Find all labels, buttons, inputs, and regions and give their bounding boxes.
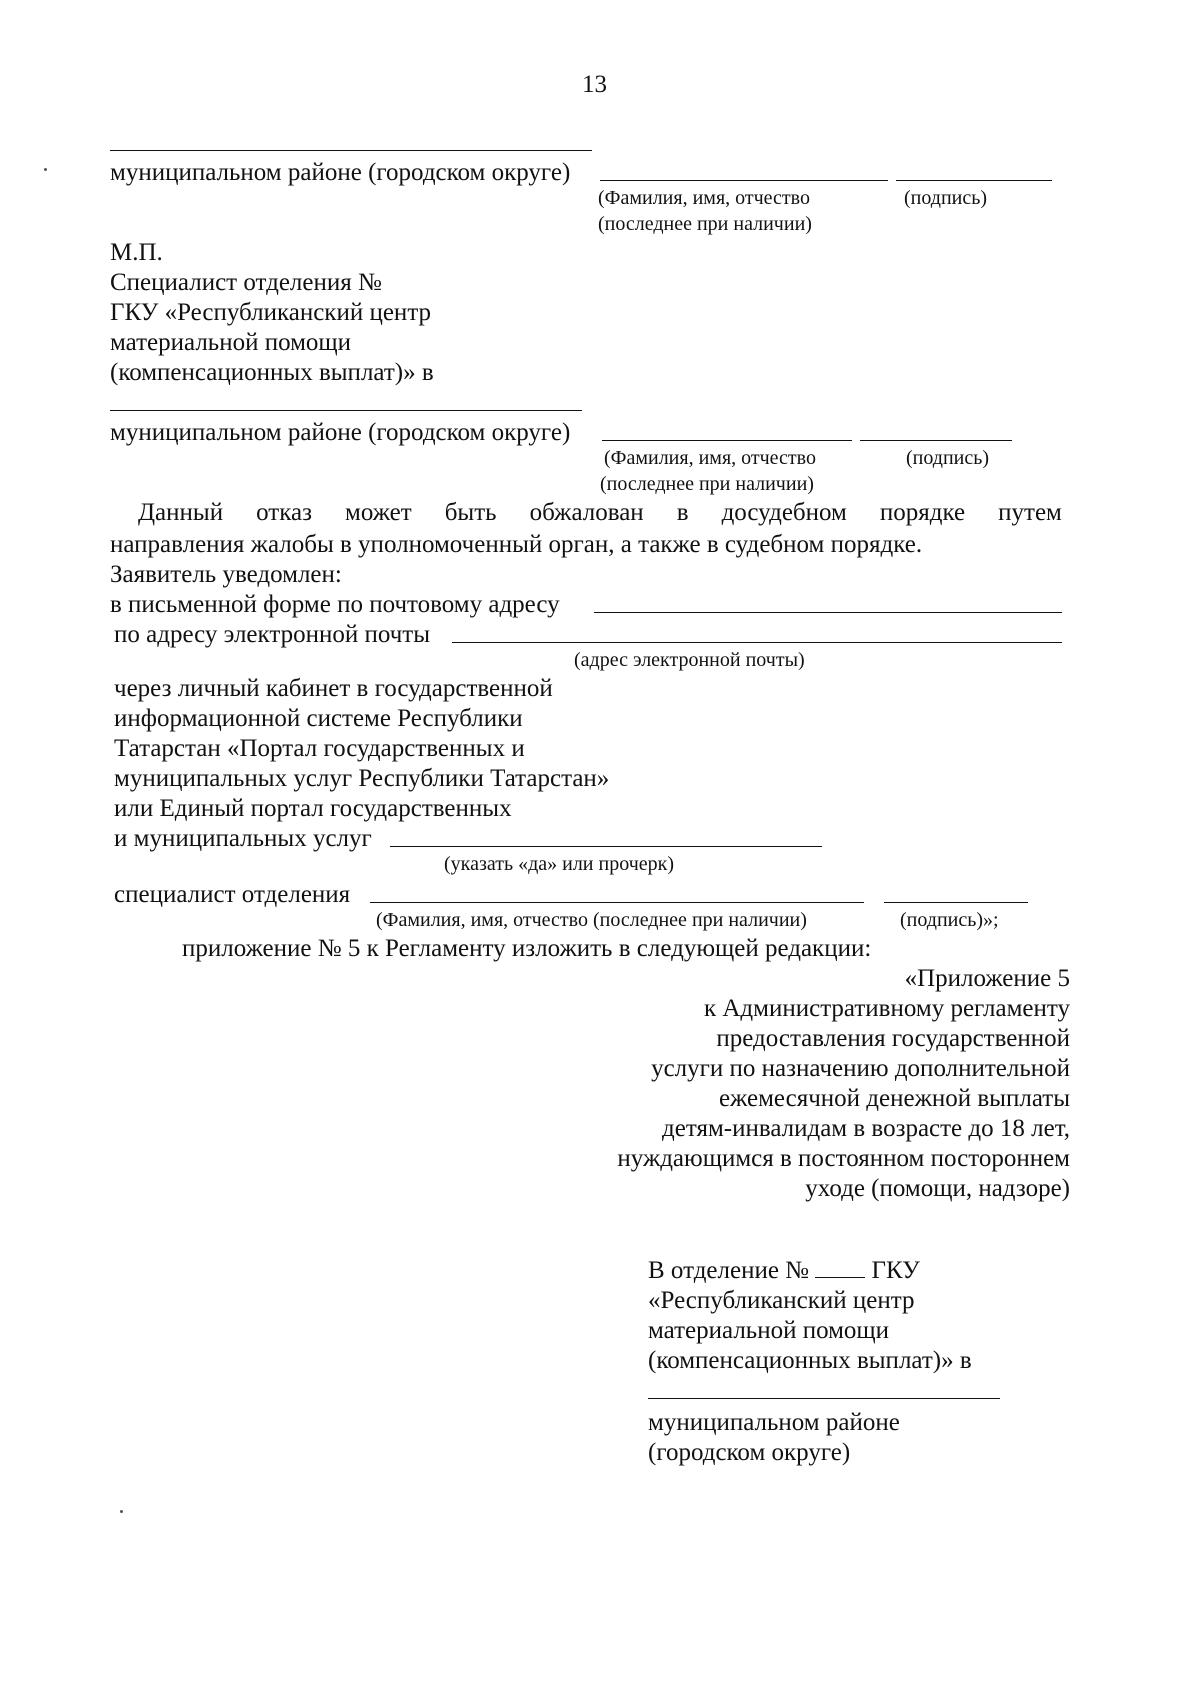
appeal-word: обжалован [529,499,644,526]
email-caption: (адрес электронной почты) [574,649,805,671]
specialist-line-1: Специалист отделения № [110,269,382,296]
portal-line-4: муниципальных услуг Республики Татарстан» [114,765,610,792]
specialist-signature-caption: (подпись)»; [900,909,999,931]
annex-header-line-5: ежемесячной денежной выплаты [718,1085,1070,1112]
email-label: по адресу электронной почты [114,621,430,648]
dept-number-blank [815,1259,865,1278]
annex-header-line-3: предоставления государственной [716,1025,1070,1052]
district-label: муниципальном районе (городском округе) [110,159,571,186]
portal-line-2: информационной системе Республики [114,705,523,732]
district-blank-line [110,410,582,411]
annex-header-line-4: услуги по назначению дополнительной [651,1055,1070,1082]
fio-caption-2: (последнее при наличии) [600,473,814,495]
appeal-word: Данный [138,499,224,526]
annex-header-line-8: уходе (помощи, надзоре) [805,1175,1070,1202]
appeal-word: отказ [256,499,312,526]
appeal-word: быть [444,499,497,526]
email-blank-line [452,642,1062,643]
portal-caption: (указать «да» или прочерк) [444,853,675,875]
annex-header-line-6: детям-инвалидам в возрасте до 18 лет, [662,1115,1070,1142]
addressee-line-3: материальной помощи [648,1317,890,1344]
notified-title: Заявитель уведомлен: [110,561,342,588]
postal-label: в письменной форме по почтовому адресу [110,591,560,618]
signature-caption: (подпись) [904,187,988,209]
postal-blank-line [594,612,1062,613]
scan-speck [44,168,47,171]
district-label: муниципальном районе (городском округе) [110,419,571,446]
specialist-line-3: материальной помощи [110,329,352,356]
specialist-fio-blank-line [370,902,864,903]
specialist-dept-label: специалист отделения [114,881,351,908]
annex-header-line-7: нуждающимся в постоянном постороннем [617,1145,1070,1172]
addressee-line-1 [648,1256,920,1286]
appeal-line-2: направления жалобы в уполномоченный орган, а также в судебном порядке. [110,531,923,558]
appeal-word: в [676,499,689,526]
specialist-signature-blank-line [884,902,1028,903]
addressee-line-2: «Республиканский центр [648,1287,915,1314]
portal-line-1: через личный кабинет в государственной [114,675,553,702]
scan-speck [120,1510,123,1513]
annex-header-line-2: к Административному регламенту [703,995,1070,1022]
addressee-org-label: ГКУ [871,1257,920,1284]
signature-caption: (подпись) [906,447,990,469]
signature-blank-line [860,440,1012,441]
stamp-place: М.П. [110,239,163,266]
addressee-district-blank-line [648,1398,1000,1399]
fio-blank-line [602,440,852,441]
fio-caption-2: (последнее при наличии) [598,213,812,235]
annex-intro: приложение № 5 к Регламенту изложить в следующей редакции: [182,935,872,962]
portal-line-3: Татарстан «Портал государственных и [114,735,525,762]
district-blank-line [110,150,592,151]
fio-caption: (Фамилия, имя, отчество [604,447,816,469]
fio-caption: (Фамилия, имя, отчество [598,187,810,209]
appeal-word: досудебном [721,499,847,526]
appeal-word: порядке [879,499,966,526]
portal-line-5: или Единый портал государственных [114,795,512,822]
appeal-line-1 [138,498,1062,528]
portal-line-6: и муниципальных услуг [114,825,372,852]
specialist-line-4: (компенсационных выплат)» в [110,359,434,386]
signature-blank-line [896,180,1052,181]
appeal-word: путем [998,499,1062,526]
specialist-line-2: ГКУ «Республиканский центр [110,299,432,326]
annex-header-line-1: «Приложение 5 [904,965,1070,992]
addressee-dept-label: В отделение № [648,1257,810,1284]
page-number: 13 [582,71,607,98]
addressee-line-5: муниципальном районе [648,1409,900,1436]
addressee-line-6: (городском округе) [648,1439,851,1466]
specialist-fio-caption: (Фамилия, имя, отчество (последнее при наличии) [376,909,807,931]
portal-blank-line [390,846,822,847]
fio-blank-line [600,180,888,181]
appeal-word: может [345,499,412,526]
addressee-line-4: (компенсационных выплат)» в [648,1347,972,1374]
